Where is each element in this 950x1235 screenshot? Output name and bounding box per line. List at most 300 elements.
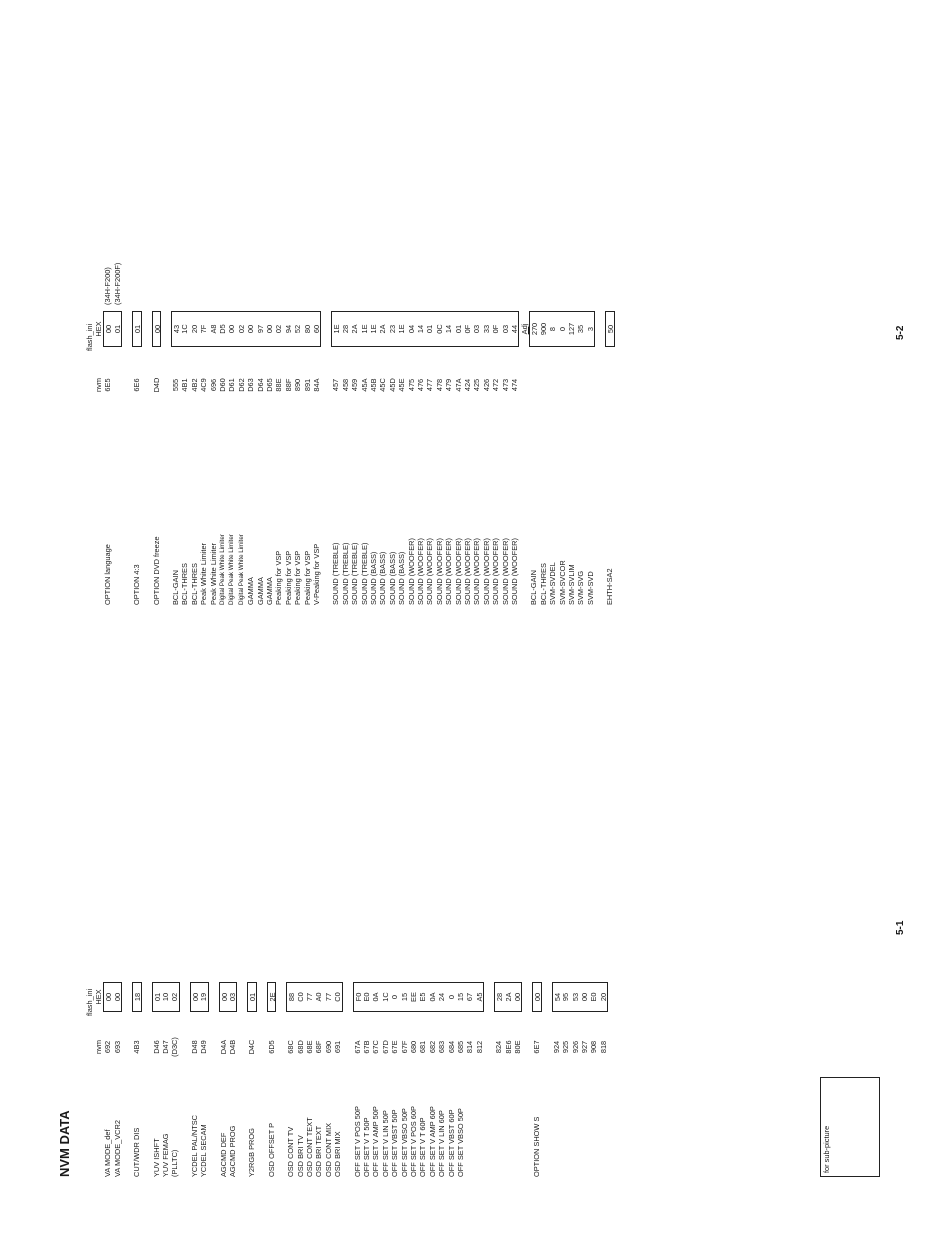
nvm-address: D48 <box>189 1040 199 1054</box>
hex-value: 01 <box>247 982 256 1012</box>
table-row <box>371 982 380 1177</box>
hex-value: 01 <box>454 311 463 347</box>
table-row <box>381 982 390 1177</box>
table-row <box>501 311 510 605</box>
row-label: SOUND (WOOFER) <box>500 538 510 605</box>
table-row <box>113 982 122 1177</box>
nvm-address: 692 <box>103 1040 113 1054</box>
adj-value: 270 <box>529 311 538 347</box>
hex-value: E5 <box>418 982 427 1012</box>
hex-value: 52 <box>293 311 302 347</box>
hex-value: 67 <box>465 982 474 1012</box>
row-label: V-Peaking for VSP <box>312 543 321 605</box>
nvm-address: 45C <box>378 378 388 392</box>
row-label: SOUND (WOOFER) <box>425 538 435 605</box>
nvm-address: 459 <box>350 378 360 392</box>
row-label: SOUND (WOOFER) <box>406 538 416 605</box>
table-row <box>246 311 255 605</box>
nvm-address: D49 <box>199 1040 209 1054</box>
nvm-address: 475 <box>406 378 416 392</box>
table-row <box>472 311 481 605</box>
hex-value: 95 <box>561 982 570 1012</box>
table-row <box>425 311 434 605</box>
hex-value: 20 <box>190 311 199 347</box>
row-label: SOUND (BASS) <box>387 551 397 605</box>
nvm-address: D47 <box>161 1040 170 1054</box>
row-label: YCDEL PAL/NTSC <box>189 1114 199 1177</box>
table-row <box>171 311 180 605</box>
nvm-address: 68D <box>295 1040 305 1054</box>
nvm-address: 681 <box>418 1040 428 1054</box>
table-row <box>428 982 437 1177</box>
table-row <box>529 311 538 605</box>
row-label: Peaking for VSP <box>293 550 303 605</box>
nvm-address: D46 <box>151 1040 161 1054</box>
hex-value: 20 <box>599 982 608 1012</box>
row-label: GAMMA <box>246 577 256 605</box>
nvm-address: 45A <box>359 378 369 392</box>
nvm-address: 47A <box>453 378 463 392</box>
table-row <box>284 311 293 605</box>
row-label: OFF SET VBSO 50P <box>399 1108 409 1177</box>
flash-ini-header: flash_ini <box>85 323 94 351</box>
table-row <box>350 311 359 605</box>
hex-value: 24 <box>437 982 446 1012</box>
table-row <box>456 982 465 1177</box>
table-row <box>475 982 484 1177</box>
sub-picture-box: for sub-picture <box>820 1077 880 1177</box>
nvm-address: 8E6 <box>503 1040 513 1054</box>
adj-value: 50 <box>605 311 614 347</box>
hex-value: 00 <box>219 982 228 1012</box>
nvm-address: 67F <box>399 1040 409 1054</box>
hex-value: 0A <box>371 982 380 1012</box>
table-row <box>247 982 256 1177</box>
table-row <box>409 982 418 1177</box>
hex-value: 02 <box>274 311 283 347</box>
model-note: (34H-F200F) <box>112 262 122 305</box>
nvm-address: 84A <box>312 378 321 392</box>
hex-value: 28 <box>494 982 503 1012</box>
nvm-address: (D3C) <box>170 1037 180 1057</box>
table-row <box>532 982 541 1177</box>
table-row <box>388 311 397 605</box>
table-row <box>333 982 342 1177</box>
table-row <box>227 311 236 605</box>
row-label: AGCMD DEF <box>218 1132 228 1177</box>
row-label: OFF SET V AMP 60P <box>427 1106 437 1177</box>
row-label: SVM-SVLIM <box>567 564 576 605</box>
table-row <box>494 982 503 1177</box>
table-row <box>132 311 141 605</box>
table-row <box>390 982 399 1177</box>
nvm-address: 555 <box>171 378 180 392</box>
hex-value: E0 <box>589 982 598 1012</box>
hex-value: 1E <box>331 311 340 347</box>
page-title: NVM DATA <box>57 1110 72 1177</box>
hex-value: 00 <box>513 982 522 1012</box>
row-label: Peak White Limiter <box>199 542 209 605</box>
hex-value: 53 <box>571 982 580 1012</box>
hex-value: 19 <box>199 982 208 1012</box>
hex-value: 01 <box>152 982 161 1012</box>
hex-value: 77 <box>305 982 314 1012</box>
nvm-address: 818 <box>598 1040 608 1054</box>
row-label: OSD BRI MIX <box>333 1131 343 1177</box>
hex-value: 0C <box>435 311 444 347</box>
table-row <box>103 982 112 1177</box>
row-label: SOUND (WOOFER) <box>472 538 482 605</box>
row-label: OFF SET V LIN 60P <box>437 1110 447 1177</box>
nvm-address: 45D <box>387 378 397 392</box>
nvm-address: 424 <box>463 378 472 392</box>
hex-value: 2A <box>350 311 359 347</box>
model-note: (34H-F200) <box>103 267 113 305</box>
nvm-address: 45E <box>397 378 407 392</box>
table-row <box>444 311 453 605</box>
table-row <box>418 982 427 1177</box>
hex-value: 01 <box>132 311 141 347</box>
hex-value: 2E <box>267 982 276 1012</box>
row-label: EHTH-SA2 <box>605 568 615 605</box>
hex-value: 00 <box>103 311 112 347</box>
row-label: SVM-SVDEL <box>548 562 558 605</box>
table-row <box>599 982 608 1177</box>
nvm-address: 908 <box>589 1040 599 1054</box>
hex-value: 01 <box>425 311 434 347</box>
table-row <box>132 982 141 1177</box>
nvm-address: 67A <box>352 1040 362 1054</box>
hex-value: 14 <box>444 311 453 347</box>
nvm-address: 457 <box>331 378 341 392</box>
table-row <box>362 982 371 1177</box>
table-row <box>539 311 548 605</box>
table-row <box>482 311 491 605</box>
hex-value: 03 <box>228 982 237 1012</box>
hex-value: E0 <box>362 982 371 1012</box>
row-label: Peaking for VSP <box>283 550 293 605</box>
hex-value: 00 <box>227 311 236 347</box>
hex-value: 77 <box>324 982 333 1012</box>
row-label: SOUND (TREBLE) <box>331 542 341 605</box>
hex-value: 00 <box>580 982 589 1012</box>
nvm-address: 6E5 <box>103 378 113 392</box>
hex-value: 10 <box>161 982 170 1012</box>
nvm-address: 696 <box>208 378 218 392</box>
hex-value: C0 <box>296 982 305 1012</box>
table-row <box>567 311 576 605</box>
nvm-address: D4D <box>151 377 161 393</box>
nvm-address: 479 <box>444 378 454 392</box>
nvm-address: 67E <box>390 1040 400 1054</box>
row-label: YCDEL SECAM <box>199 1124 209 1177</box>
hex-value: 03 <box>501 311 510 347</box>
row-label: SOUND (TREBLE) <box>359 542 369 605</box>
table-row <box>103 311 112 605</box>
hex-value: 7F <box>199 311 208 347</box>
table-row <box>504 982 513 1177</box>
nvm-address: 45B <box>369 378 378 392</box>
table-row <box>152 311 161 605</box>
row-label: VA MODE_VCR2 <box>112 1120 122 1177</box>
row-label: SOUND (WOOFER) <box>416 538 425 605</box>
row-label: OFF SET V POS 60P <box>409 1106 418 1177</box>
row-label: AGCMD PROG <box>228 1125 237 1177</box>
hex-column-header: HEX <box>94 321 103 337</box>
table-row <box>199 982 208 1177</box>
hex-value: 00 <box>532 982 541 1012</box>
row-label: SOUND (WOOFER) <box>434 538 444 605</box>
nvm-address: 68E <box>305 1040 314 1054</box>
hex-value: 28 <box>341 311 350 347</box>
table-row <box>447 982 456 1177</box>
hex-value: 44 <box>510 311 519 347</box>
row-label: Y2RGB PROG <box>247 1128 257 1177</box>
nvm-address: 682 <box>427 1040 437 1054</box>
nvm-address: 926 <box>570 1040 580 1054</box>
hex-value: 1E <box>360 311 369 347</box>
nvm-address: D4B <box>228 1039 237 1055</box>
hex-value: 02 <box>237 311 246 347</box>
nvm-address: 4C9 <box>199 378 209 392</box>
nvm-address: 67C <box>371 1040 381 1054</box>
table-row <box>303 311 312 605</box>
row-label: OSD BRI TV <box>295 1135 305 1177</box>
table-row <box>576 311 585 605</box>
right-nvm-table <box>85 45 945 605</box>
nvm-address: 691 <box>333 1040 343 1054</box>
nvm-address: D60 <box>218 378 227 392</box>
row-label: SOUND (WOOFER) <box>444 538 454 605</box>
table-row <box>353 982 362 1177</box>
nvm-address: 68C <box>286 1040 296 1054</box>
table-row <box>237 311 246 605</box>
row-label: Digital Peak White Limiter <box>219 534 226 605</box>
row-label: SOUND (WOOFER) <box>481 538 491 605</box>
table-row <box>571 982 580 1177</box>
table-row <box>407 311 416 605</box>
row-label: BCL-THRES <box>180 563 190 605</box>
adj-value: 900 <box>539 311 548 347</box>
nvm-address: 6D5 <box>266 1040 276 1054</box>
table-row <box>274 311 283 605</box>
hex-value: 0A <box>428 982 437 1012</box>
hex-value: 1C <box>180 311 189 347</box>
row-label: GAMMA <box>255 577 265 605</box>
hex-value: 94 <box>284 311 293 347</box>
row-label: Peaking for VSP <box>274 550 284 605</box>
hex-value: EE <box>409 982 418 1012</box>
hex-value: 03 <box>472 311 481 347</box>
flash-ini-header: flash_ini <box>85 988 94 1016</box>
hex-value: A0 <box>314 982 323 1012</box>
table-row <box>113 311 122 605</box>
table-row <box>437 982 446 1177</box>
hex-value: C0 <box>333 982 342 1012</box>
row-label: OPTION SHOW S <box>532 1116 542 1177</box>
table-row <box>586 311 595 605</box>
hex-value: 2A <box>378 311 387 347</box>
adj-value: 8 <box>548 311 557 347</box>
row-label: OFF SET V LIN 50P <box>380 1110 390 1177</box>
row-label: OSD BRI TEXT <box>314 1125 324 1177</box>
adj-value: 127 <box>567 311 576 347</box>
row-label: YUV ISHFT <box>151 1138 161 1177</box>
hex-value: F0 <box>353 982 362 1012</box>
row-label: YUV FEMAG <box>161 1133 170 1177</box>
row-label: BCL-THRES <box>538 563 548 605</box>
row-label: Peak White Limiter <box>208 542 218 605</box>
row-label: OFF SET VBST 50P <box>390 1109 400 1177</box>
table-row <box>491 311 500 605</box>
table-row <box>589 982 598 1177</box>
row-label: Peaking for VSP <box>302 550 312 605</box>
row-label: OSD OFFSET P <box>266 1122 276 1177</box>
table-row <box>161 982 170 1177</box>
row-label: BCL-THRES <box>189 563 199 605</box>
table-row <box>199 311 208 605</box>
row-label: SVM-SVD <box>585 571 595 605</box>
hex-value: 04 <box>407 311 416 347</box>
table-row <box>580 982 589 1177</box>
table-row <box>435 311 444 605</box>
table-row <box>397 311 406 605</box>
hex-value: 23 <box>388 311 397 347</box>
row-label: SVM-SVCOR <box>557 560 567 605</box>
nvm-address: 474 <box>510 378 519 392</box>
hex-value: 02 <box>170 982 179 1012</box>
hex-value: 2A <box>504 982 513 1012</box>
row-label: SOUND (WOOFER) <box>463 538 472 605</box>
row-label: OFF SET V POS 50P <box>352 1106 362 1177</box>
row-label: SOUND (BASS) <box>378 551 388 605</box>
table-row <box>548 311 557 605</box>
hex-value: 88 <box>286 982 295 1012</box>
table-row <box>293 311 302 605</box>
table-row <box>228 982 237 1177</box>
table-row <box>267 982 276 1177</box>
adj-value: 0 <box>558 311 567 347</box>
nvm-address: D4A <box>218 1039 228 1055</box>
table-row <box>510 311 519 605</box>
nvm-address: 693 <box>112 1040 122 1054</box>
table-row <box>180 311 189 605</box>
hex-value: 54 <box>552 982 561 1012</box>
nvm-address: 924 <box>551 1040 561 1054</box>
table-row <box>296 982 305 1177</box>
row-label: SOUND (BASS) <box>369 551 378 605</box>
nvm-address: D4C <box>247 1039 257 1055</box>
row-label: SOUND (WOOFER) <box>453 538 463 605</box>
table-row <box>558 311 567 605</box>
hex-value: 14 <box>416 311 425 347</box>
adj-value: 3 <box>586 311 595 347</box>
nvm-address: 458 <box>340 378 350 392</box>
table-row <box>369 311 378 605</box>
nvm-address: 426 <box>481 378 491 392</box>
adj-value: 35 <box>576 311 585 347</box>
hex-value: 18 <box>132 982 141 1012</box>
nvm-address: 6E6 <box>132 378 142 392</box>
table-row <box>400 982 409 1177</box>
hex-value: A5 <box>475 982 484 1012</box>
hex-value: 15 <box>400 982 409 1012</box>
nvm-address: 4B3 <box>132 1040 142 1054</box>
nvm-address: 685 <box>456 1040 465 1054</box>
row-label: OPTION DVD freeze <box>151 536 161 605</box>
hex-value: 01 <box>113 311 122 347</box>
nvm-address: 80E <box>513 1040 522 1054</box>
page-number-left: 5-1 <box>895 920 906 935</box>
table-row <box>360 311 369 605</box>
nvm-address: 4B2 <box>189 378 199 392</box>
table-row <box>416 311 425 605</box>
hex-value: 00 <box>246 311 255 347</box>
hex-value: 1C <box>381 982 390 1012</box>
nvm-address: 824 <box>494 1040 504 1054</box>
hex-value: 00 <box>152 311 161 347</box>
hex-value: 00 <box>103 982 112 1012</box>
row-label: OFF SET VBST 60P <box>446 1109 456 1177</box>
table-row <box>331 311 340 605</box>
nvm-address: 88E <box>274 378 284 392</box>
table-row <box>552 982 561 1177</box>
row-label: SOUND (WOOFER) <box>491 538 501 605</box>
nvm-address: 88F <box>283 378 293 392</box>
hex-value: D5 <box>218 311 227 347</box>
hex-value: 0 <box>447 982 456 1012</box>
nvm-address: 684 <box>446 1040 456 1054</box>
nvm-address: D65 <box>265 378 274 392</box>
nvm-address: 476 <box>416 378 425 392</box>
table-row <box>170 982 179 1177</box>
table-row <box>218 311 227 605</box>
nvm-address: 891 <box>302 378 312 392</box>
hex-value: 00 <box>265 311 274 347</box>
row-label: SOUND (TREBLE) <box>340 542 350 605</box>
hex-value: 80 <box>303 311 312 347</box>
hex-value: 0F <box>463 311 472 347</box>
table-row <box>256 311 265 605</box>
nvm-address: D64 <box>255 378 265 392</box>
row-label: GAMMA <box>265 577 274 605</box>
row-label: Digital Peak White Limiter <box>228 534 236 605</box>
row-label: VA MODE_def <box>103 1129 113 1177</box>
table-row <box>378 311 387 605</box>
row-label: OFF SET V T 50P <box>362 1117 371 1177</box>
nvm-address: 477 <box>425 378 435 392</box>
table-row <box>465 982 474 1177</box>
table-row <box>314 982 323 1177</box>
hex-value: 0F <box>491 311 500 347</box>
table-row <box>324 982 333 1177</box>
page-number-right: 5-2 <box>895 325 906 340</box>
nvm-address: 473 <box>500 378 510 392</box>
row-label: OSD CONT TEXT <box>305 1117 314 1177</box>
hex-value: 00 <box>113 982 122 1012</box>
row-label: OFF SET V T 60P <box>418 1117 428 1177</box>
row-label: BCL-GAIN <box>171 570 180 605</box>
table-row <box>219 982 228 1177</box>
nvm-address: D63 <box>246 378 256 392</box>
table-row <box>454 311 463 605</box>
row-label: OFF SET V AMP 50P <box>371 1106 381 1177</box>
left-nvm-table <box>85 637 945 1177</box>
row-label: SOUND (TREBLE) <box>350 542 360 605</box>
row-label: OPTION language <box>103 544 113 605</box>
nvm-address: 4B1 <box>180 378 190 392</box>
nvm-address: 472 <box>491 378 501 392</box>
